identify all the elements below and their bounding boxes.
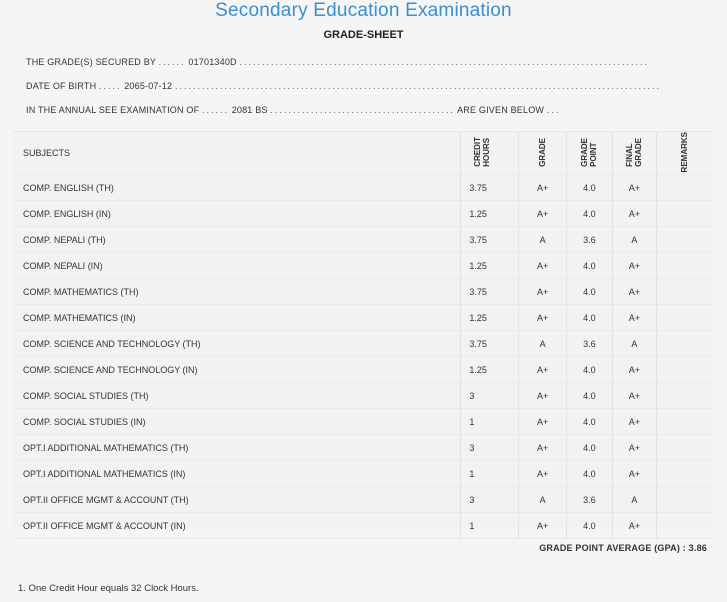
credit-hours-cell: 1 [461, 513, 519, 539]
remarks-cell [656, 461, 713, 487]
table-row [13, 175, 713, 201]
gpa-label: GRADE POINT AVERAGE (GPA) : [539, 543, 686, 553]
grade-cell: A+ [519, 357, 567, 383]
subject-cell: COMP. ENGLISH (IN) [13, 201, 461, 227]
table-row [13, 409, 713, 435]
final-grade-cell: A [612, 487, 656, 513]
header-credit-hours: CREDIT HOURS [461, 132, 519, 175]
subject-cell: COMP. SOCIAL STUDIES (IN) [13, 409, 461, 435]
credit-hours-cell: 1 [461, 461, 519, 487]
grade-cell: A+ [519, 461, 567, 487]
subject-cell: OPT.I ADDITIONAL MATHEMATICS (TH) [13, 435, 461, 461]
exam-year: 2081 BS [231, 105, 268, 115]
subject-cell: COMP. MATHEMATICS (IN) [13, 305, 461, 331]
given-below-label: ARE GIVEN BELOW [457, 105, 545, 115]
remarks-cell [656, 409, 713, 435]
grade-cell: A+ [519, 409, 567, 435]
credit-hours-cell: 3.75 [461, 279, 519, 305]
remarks-cell [656, 331, 713, 357]
credit-hours-cell: 1.25 [461, 201, 519, 227]
subject-cell: COMP. ENGLISH (TH) [13, 175, 461, 201]
final-grade-cell: A+ [612, 357, 656, 383]
credit-hours-cell: 3 [461, 383, 519, 409]
remarks-cell [656, 175, 713, 201]
remarks-cell [656, 305, 713, 331]
dob-value: 2065-07-12 [124, 81, 173, 91]
remarks-cell [656, 513, 713, 539]
remarks-cell [656, 227, 713, 253]
table-row [13, 435, 713, 461]
grade-cell: A+ [519, 201, 567, 227]
grade-point-cell: 4.0 [566, 201, 612, 227]
grade-cell: A+ [519, 175, 567, 201]
grades-table [13, 132, 713, 539]
table-row [13, 253, 713, 279]
credit-hours-cell: 1.25 [461, 305, 519, 331]
grade-cell: A [519, 487, 567, 513]
grade-point-cell: 4.0 [566, 253, 612, 279]
subject-cell: COMP. SCIENCE AND TECHNOLOGY (IN) [13, 357, 461, 383]
remarks-cell [656, 435, 713, 461]
subject-cell: COMP. SCIENCE AND TECHNOLOGY (TH) [13, 331, 461, 357]
table-row [13, 305, 713, 331]
footnote: 1. One Credit Hour equals 32 Clock Hours. [18, 583, 199, 594]
credit-hours-cell: 3.75 [461, 227, 519, 253]
credit-hours-cell: 1.25 [461, 357, 519, 383]
remarks-cell [656, 279, 713, 305]
table-row [13, 513, 713, 539]
credit-hours-cell: 3.75 [461, 331, 519, 357]
table-row [13, 279, 713, 305]
subject-cell: OPT.II OFFICE MGMT & ACCOUNT (TH) [13, 487, 461, 513]
grade-cell: A+ [519, 435, 567, 461]
grade-cell: A+ [519, 383, 567, 409]
grade-point-cell: 4.0 [566, 357, 612, 383]
grade-point-cell: 4.0 [566, 279, 612, 305]
grade-point-cell: 4.0 [566, 305, 612, 331]
exam-line: IN THE ANNUAL SEE EXAMINATION OF ...... 2081 BS ......................................... ARE GIVEN BELOW ... [26, 105, 561, 115]
remarks-cell [656, 383, 713, 409]
header-subjects: SUBJECTS [13, 132, 461, 175]
final-grade-cell: A+ [612, 461, 656, 487]
grade-point-cell: 4.0 [566, 383, 612, 409]
grade-cell: A+ [519, 253, 567, 279]
header-remarks: REMARKS [656, 132, 713, 175]
table-row [13, 487, 713, 513]
grade-cell: A [519, 227, 567, 253]
exam-title: Secondary Education Examination [215, 0, 512, 21]
secured-by-label: THE GRADE(S) SECURED BY [26, 57, 156, 67]
final-grade-cell: A+ [612, 383, 656, 409]
final-grade-cell: A [612, 331, 656, 357]
table-header-row [13, 132, 713, 175]
remarks-cell [656, 253, 713, 279]
exam-label: IN THE ANNUAL SEE EXAMINATION OF [26, 105, 200, 115]
subject-cell: COMP. MATHEMATICS (TH) [13, 279, 461, 305]
gpa-summary [539, 543, 707, 553]
table-row [13, 201, 713, 227]
remarks-cell [656, 357, 713, 383]
final-grade-cell: A+ [612, 305, 656, 331]
final-grade-cell: A+ [612, 253, 656, 279]
grade-point-cell: 4.0 [566, 175, 612, 201]
credit-hours-cell: 3 [461, 487, 519, 513]
remarks-cell [656, 487, 713, 513]
credit-hours-cell: 3.75 [461, 175, 519, 201]
final-grade-cell: A [612, 227, 656, 253]
table-row [13, 357, 713, 383]
final-grade-cell: A+ [612, 435, 656, 461]
table-row [13, 331, 713, 357]
table-row [13, 383, 713, 409]
sheet-title: GRADE-SHEET [323, 29, 404, 41]
grade-point-cell: 4.0 [566, 435, 612, 461]
final-grade-cell: A+ [612, 409, 656, 435]
subject-cell: COMP. NEPALI (TH) [13, 227, 461, 253]
grade-cell: A+ [519, 305, 567, 331]
final-grade-cell: A+ [612, 279, 656, 305]
grade-cell: A+ [519, 279, 567, 305]
grade-point-cell: 4.0 [566, 409, 612, 435]
grade-point-cell: 3.6 [566, 331, 612, 357]
grade-point-cell: 4.0 [566, 513, 612, 539]
table-row [13, 461, 713, 487]
final-grade-cell: A+ [612, 201, 656, 227]
remarks-cell [656, 201, 713, 227]
subject-cell: OPT.I ADDITIONAL MATHEMATICS (IN) [13, 461, 461, 487]
grade-cell: A+ [519, 513, 567, 539]
dob-label: DATE OF BIRTH [26, 81, 97, 91]
grade-point-cell: 4.0 [566, 461, 612, 487]
dob-line: DATE OF BIRTH ..... 2065-07-12 ............................................................................................................ [26, 81, 662, 91]
grade-point-cell: 3.6 [566, 227, 612, 253]
subject-cell: COMP. SOCIAL STUDIES (TH) [13, 383, 461, 409]
header-grade: GRADE [519, 132, 567, 175]
table-row [13, 227, 713, 253]
subject-cell: COMP. NEPALI (IN) [13, 253, 461, 279]
secured-by-line: THE GRADE(S) SECURED BY ...... 01701340D ........................................................................................... [26, 57, 649, 67]
final-grade-cell: A+ [612, 513, 656, 539]
grade-point-cell: 3.6 [566, 487, 612, 513]
subject-cell: OPT.II OFFICE MGMT & ACCOUNT (IN) [13, 513, 461, 539]
gpa-value: 3.86 [688, 543, 707, 553]
final-grade-cell: A+ [612, 175, 656, 201]
header-final-grade: FINAL GRADE [612, 132, 656, 175]
credit-hours-cell: 3 [461, 435, 519, 461]
credit-hours-cell: 1 [461, 409, 519, 435]
credit-hours-cell: 1.25 [461, 253, 519, 279]
grade-cell: A [519, 331, 567, 357]
symbol-number: 01701340D [188, 57, 237, 67]
header-grade-point: GRADE POINT [566, 132, 612, 175]
